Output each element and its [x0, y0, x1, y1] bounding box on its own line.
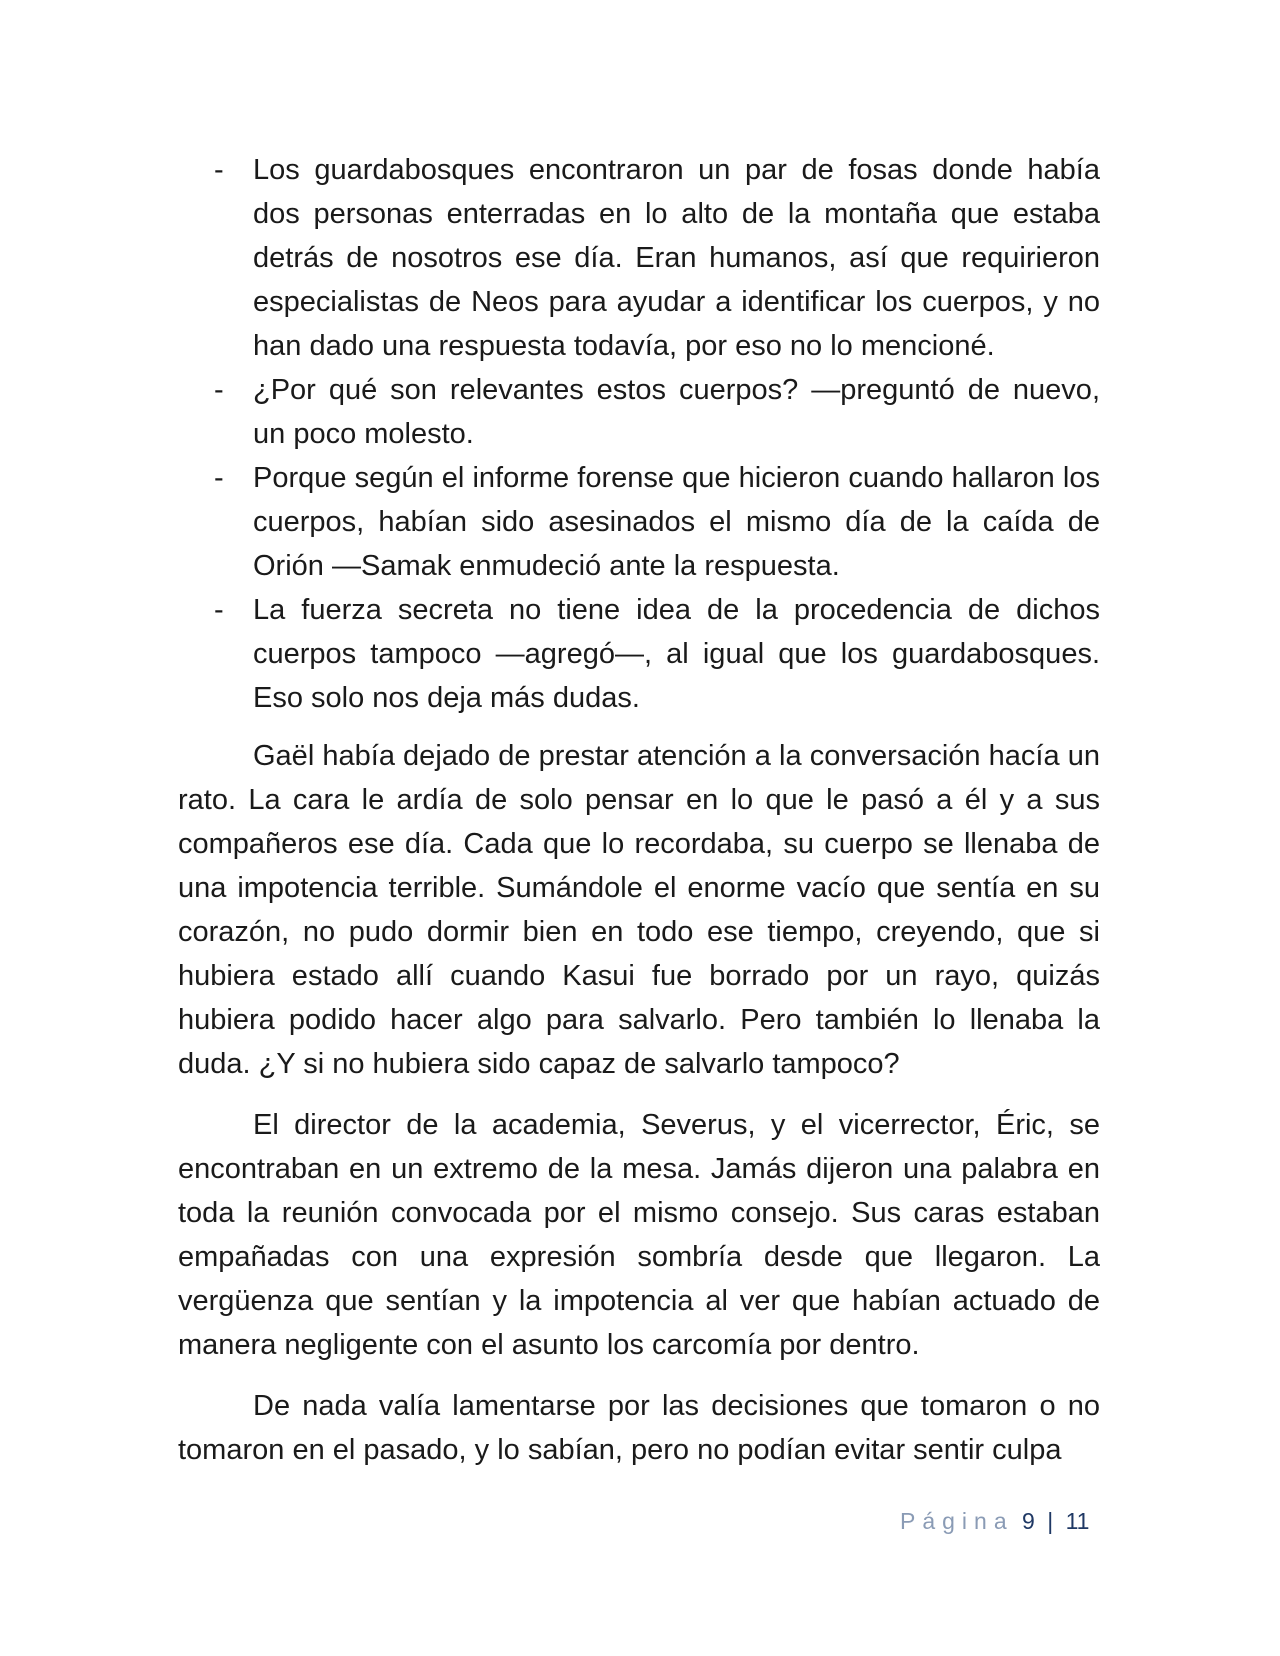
total-pages-number: 11 [1065, 1508, 1090, 1534]
dialogue-dash: - [214, 462, 224, 494]
page-label: Página [900, 1508, 1014, 1534]
dialogue-text: ¿Por qué son relevantes estos cuerpos? —preguntó de nuevo, un poco molesto. [253, 374, 1100, 450]
page-separator: | [1047, 1508, 1054, 1534]
dialogue-dash: - [214, 374, 224, 406]
dialogue-line [178, 588, 1100, 720]
dialogue-line [178, 368, 1100, 456]
dialogue-text: La fuerza secreta no tiene idea de la procedencia de dichos cuerpos tampoco —agregó—, al igual que los guardabosques. Eso solo nos deja más dudas. [253, 594, 1100, 714]
dialogue-text: Porque según el informe forense que hicieron cuando hallaron los cuerpos, habían sido asesinados el mismo día de la caída de Orión —Samak enmudeció ante la respuesta. [253, 462, 1100, 582]
body-paragraph: El director de la academia, Severus, y el vicerrector, Éric, se encontraban en un extremo de la mesa. Jamás dijeron una palabra en toda la reunión convocada por el mismo consejo. Sus caras estaban empañadas con una expresión sombría desde que llegaron. La vergüenza que sentían y la impotencia al ver que habían actuado de manera negligente con el asunto los carcomía por dentro. [178, 1109, 1100, 1361]
dialogue-list [178, 148, 1100, 720]
dialogue-line [178, 456, 1100, 588]
page-body [178, 148, 1100, 1489]
dialogue-line [178, 148, 1100, 368]
body-paragraph: Gaël había dejado de prestar atención a la conversación hacía un rato. La cara le ardía de solo pensar en lo que le pasó a él y a sus compañeros ese día. Cada que lo recordaba, su cuerpo se llenaba de una impotencia terrible. Sumándole el enorme vacío que sentía en su corazón, no pudo dormir bien en todo ese tiempo, creyendo, que si hubiera estado allí cuando Kasui fue borrado por un rayo, quizás hubiera podido hacer algo para salvarlo. Pero también lo llenaba la duda. ¿Y si no hubiera sido capaz de salvarlo tampoco? [178, 740, 1100, 1080]
dialogue-dash: - [214, 594, 224, 626]
dialogue-text: Los guardabosques encontraron un par de fosas donde había dos personas enterradas en lo alto de la montaña que estaba detrás de nosotros ese día. Eran humanos, así que requirieron especialistas de Neos para ayudar a identificar los cuerpos, y no han dado una respuesta todavía, por eso no lo mencioné. [253, 154, 1100, 362]
dialogue-dash: - [214, 154, 224, 186]
page-footer [900, 1506, 1089, 1536]
current-page-number: 9 [1022, 1508, 1035, 1534]
body-paragraph: De nada valía lamentarse por las decisiones que tomaron o no tomaron en el pasado, y lo sabían, pero no podían evitar sentir culpa [178, 1390, 1100, 1466]
